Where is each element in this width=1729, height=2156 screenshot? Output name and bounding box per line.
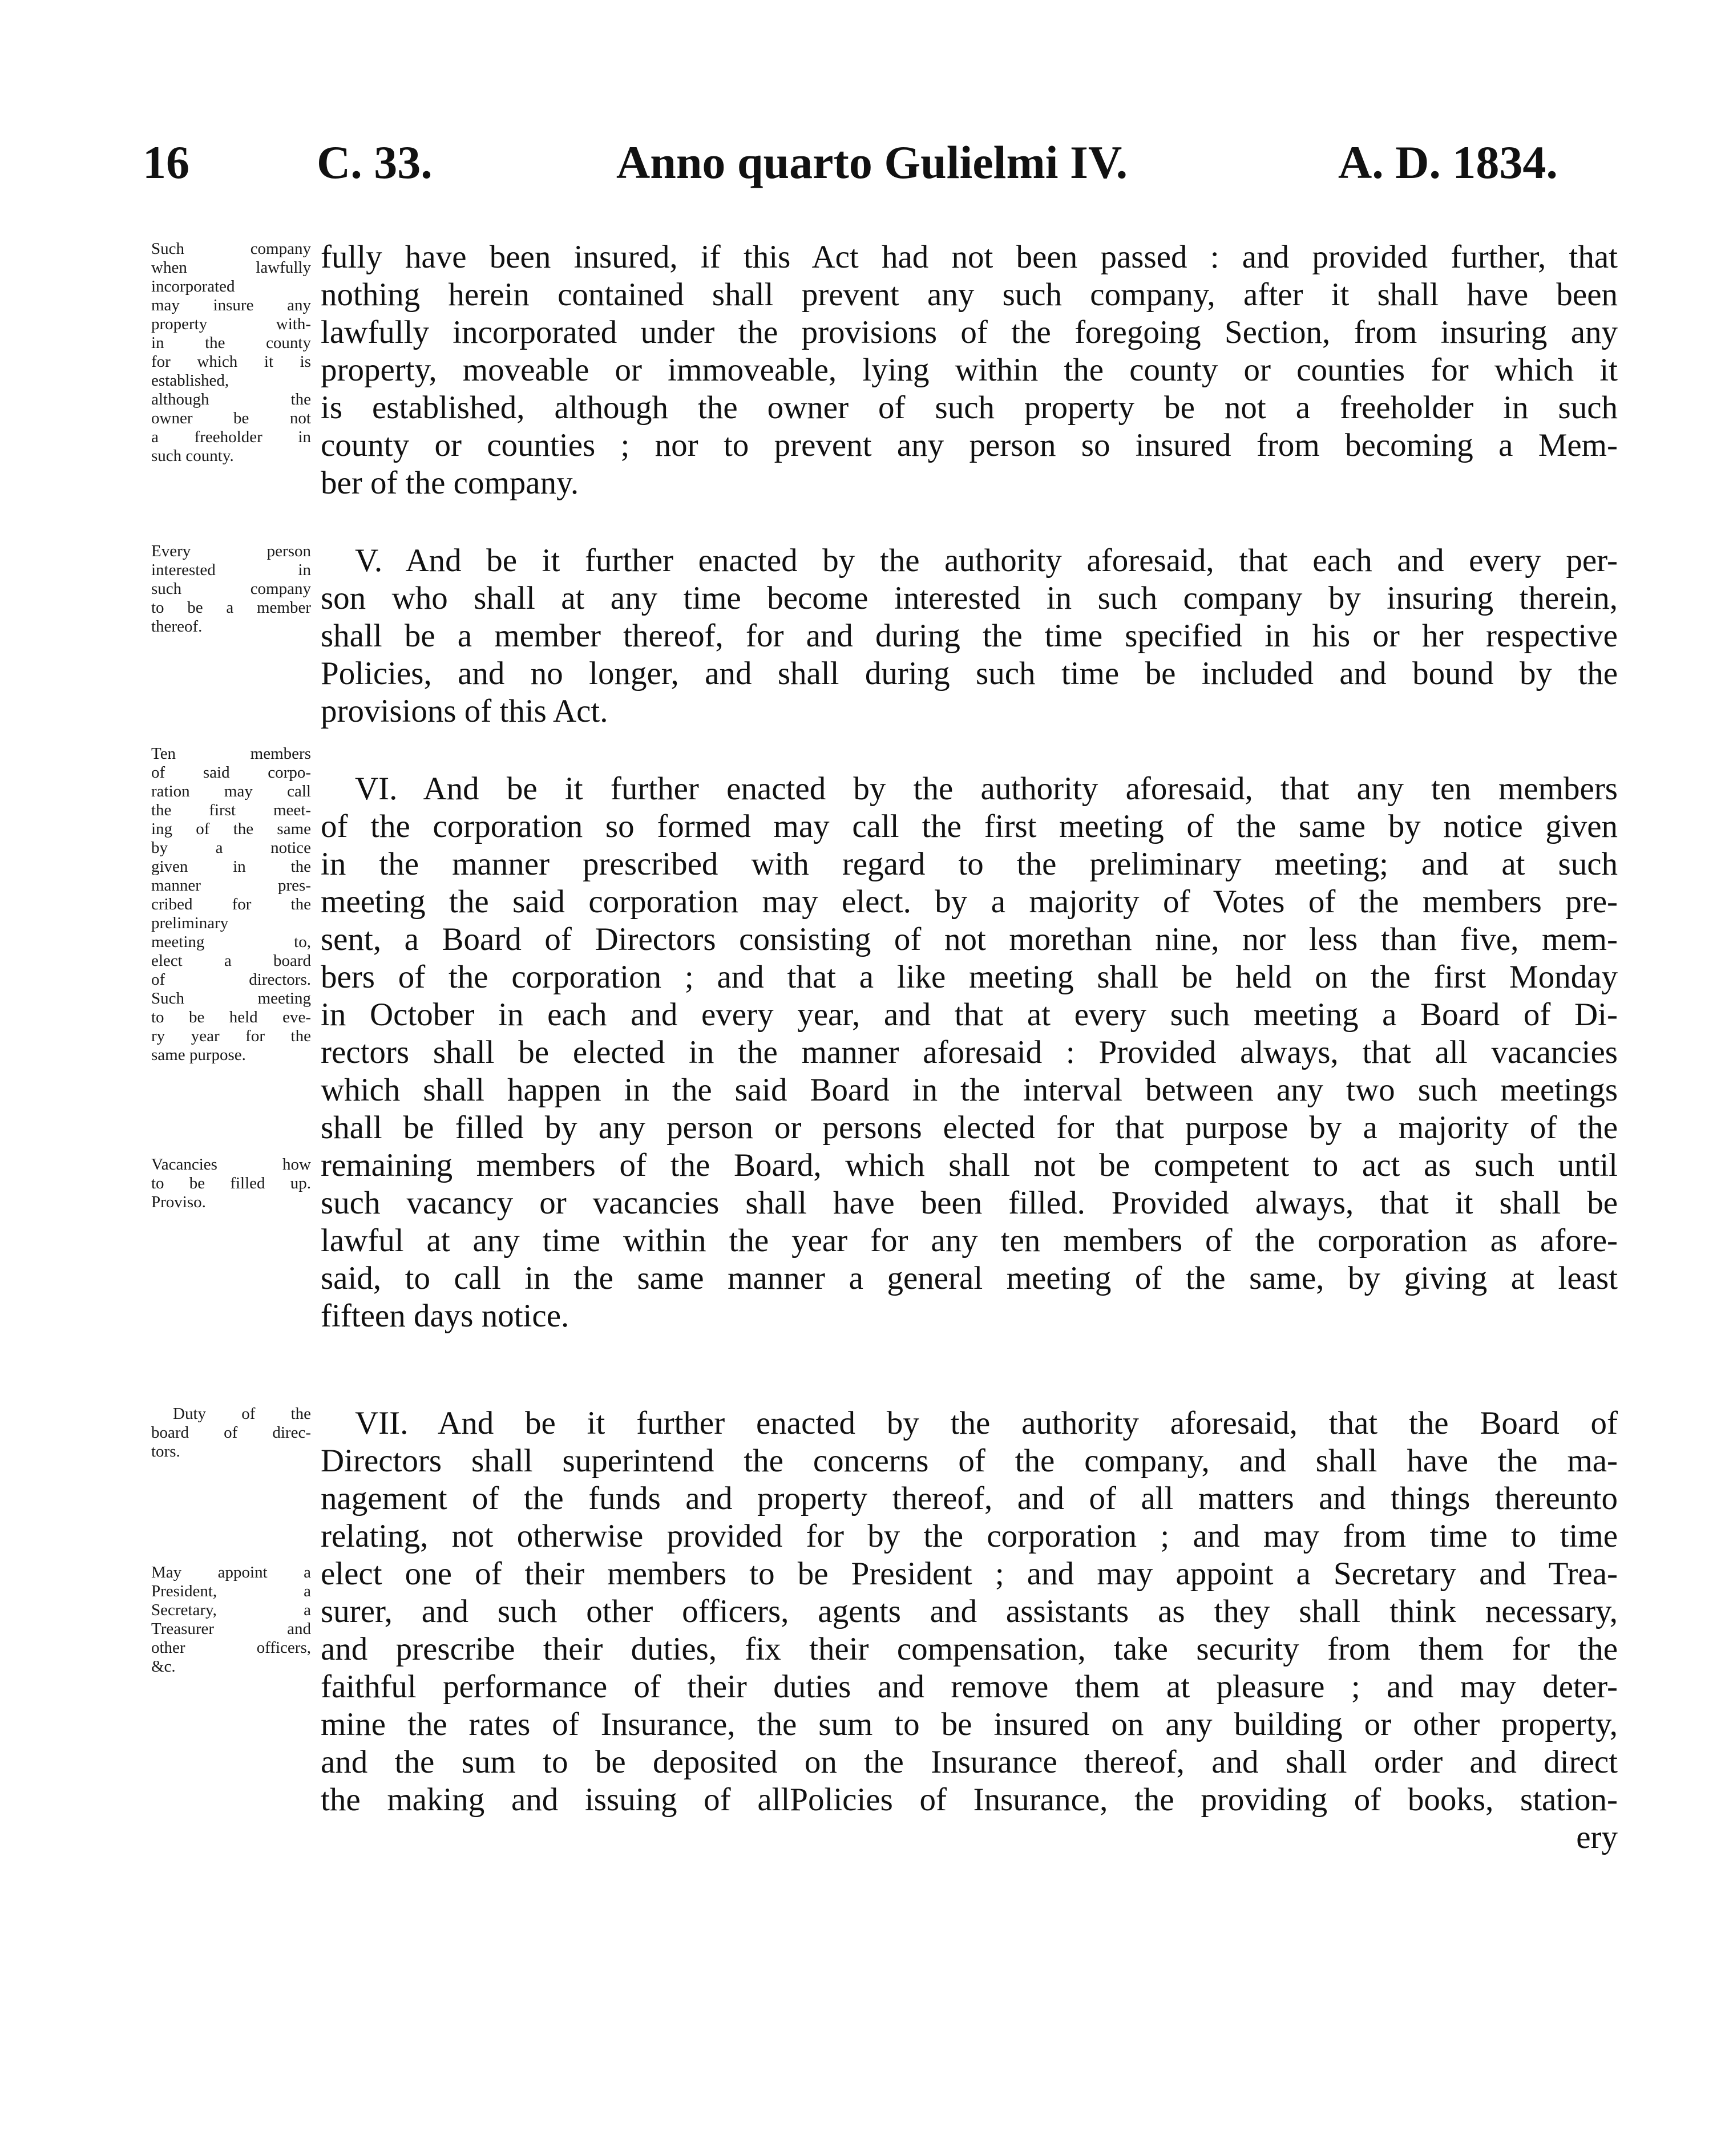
margin-note-line: Secretary, a <box>151 1601 311 1619</box>
text-line: such vacancy or vacancies shall have been filled. Provided always, that it shall be <box>321 1185 1618 1221</box>
text-line: the making and issuing of allPolicies of Insurance, the providing of books, station- <box>321 1782 1618 1818</box>
text-line: in the manner prescribed with regard to the preliminary meeting; and at such <box>321 846 1618 882</box>
text-line: nagement of the funds and property thereof, and of all matters and things thereunto <box>321 1481 1618 1516</box>
header-title: Anno quarto Gulielmi IV. <box>616 136 1128 188</box>
margin-note-line: in the county <box>151 334 311 352</box>
text-line: shall be filled by any person or persons elected for that purpose by a majority of the <box>321 1110 1618 1146</box>
text-line: rectors shall be elected in the manner aforesaid : Provided always, that all vacancies <box>321 1034 1618 1070</box>
text-line: faithful performance of their duties and remove them at pleasure ; and may deter- <box>321 1669 1618 1705</box>
text-line: mine the rates of Insurance, the sum to be insured on any building or other property, <box>321 1706 1618 1742</box>
text-line: fully have been insured, if this Act had not been passed : and provided further, that <box>321 239 1618 275</box>
margin-note-line: of directors. <box>151 970 311 989</box>
text-line: property, moveable or immoveable, lying within the county or counties for which it <box>321 352 1618 388</box>
margin-note-line: Vacancies how <box>151 1155 311 1174</box>
section-vi <box>321 770 1618 1335</box>
text-line: sent, a Board of Directors consisting of not morethan nine, nor less than five, mem- <box>321 921 1618 957</box>
text-line: relating, not otherwise provided for by the corporation ; and may from time to time <box>321 1518 1618 1554</box>
margin-note-line: &c. <box>151 1657 176 1676</box>
margin-note-line: to be a member <box>151 598 311 617</box>
catchword: ery <box>1576 1819 1618 1855</box>
text-line: V. And be it further enacted by the authority aforesaid, that each and every per- <box>355 543 1618 579</box>
margin-note-line: may insure any <box>151 296 311 314</box>
margin-note-line: for which it is <box>151 353 311 371</box>
margin-note-appoint-officers <box>151 1563 311 1676</box>
chapter-number: C. 33. <box>317 136 433 188</box>
margin-note-line: meeting to, <box>151 933 311 951</box>
text-line: surer, and such other officers, agents and assistants as they shall think necessary, <box>321 1593 1618 1629</box>
text-line: and prescribe their duties, fix their compensation, take security from them for the <box>321 1631 1618 1667</box>
margin-note-member <box>151 542 311 636</box>
margin-note-line: given in the <box>151 857 311 876</box>
text-line: elect one of their members to be President ; and may appoint a Secretary and Trea- <box>321 1556 1618 1592</box>
margin-note-line: Every person <box>151 542 311 560</box>
paragraph-continuation <box>321 238 1618 502</box>
margin-note-line: such company <box>151 580 311 598</box>
margin-note-line: Such company <box>151 240 311 258</box>
margin-note-line: by a notice <box>151 839 311 857</box>
text-line: which shall happen in the said Board in the interval between any two such meetings <box>321 1072 1618 1108</box>
text-line: Directors shall superintend the concerns of the company, and shall have the ma- <box>321 1443 1618 1479</box>
text-line: VI. And be it further enacted by the authority aforesaid, that any ten members <box>355 771 1618 807</box>
margin-note-line: such county. <box>151 447 234 465</box>
margin-note-line: the first meet- <box>151 801 311 819</box>
margin-note-line: President, a <box>151 1582 311 1600</box>
text-line: of the corporation so formed may call the first meeting of the same by notice given <box>321 808 1618 844</box>
margin-note-line: when lawfully <box>151 258 311 277</box>
text-line: bers of the corporation ; and that a like meeting shall be held on the first Monday <box>321 959 1618 995</box>
text-line: said, to call in the same manner a general meeting of the same, by giving at least <box>321 1260 1618 1296</box>
text-line: lawfully incorporated under the provisions of the foregoing Section, from insuring any <box>321 314 1618 350</box>
margin-note-line: other officers, <box>151 1639 311 1657</box>
margin-note-line: property with- <box>151 315 311 333</box>
margin-note-line: to be filled up. <box>151 1174 311 1192</box>
margin-note-insure-property <box>151 240 311 466</box>
margin-note-line: May appoint a <box>151 1563 311 1581</box>
margin-note-first-meeting <box>151 745 311 1065</box>
margin-note-line: Such meeting <box>151 989 311 1008</box>
margin-note-line: ing of the same <box>151 820 311 838</box>
margin-note-line: Ten members <box>151 745 311 763</box>
margin-note-line: ry year for the <box>151 1027 311 1045</box>
margin-note-line: thereof. <box>151 617 203 636</box>
margin-note-line: Treasurer and <box>151 1620 311 1638</box>
margin-note-line: interested in <box>151 561 311 579</box>
margin-note-line: board of direc- <box>151 1423 311 1442</box>
margin-note-line: although the <box>151 390 311 408</box>
text-line: shall be a member thereof, for and during the time specified in his or her respective <box>321 618 1618 654</box>
margin-note-line: established, <box>151 371 229 390</box>
text-line: lawful at any time within the year for any ten members of the corporation as afore- <box>321 1223 1618 1259</box>
margin-note-line: owner be not <box>151 409 311 427</box>
section-vii <box>321 1405 1618 1856</box>
margin-note-line: elect a board <box>151 952 311 970</box>
text-line: ber of the company. <box>321 465 579 501</box>
margin-note-line: tors. <box>151 1442 180 1461</box>
page-number: 16 <box>143 136 189 188</box>
margin-note-line: same purpose. <box>151 1046 246 1064</box>
margin-note-line: incorporated <box>151 277 235 296</box>
text-line: in October in each and every year, and that at every such meeting a Board of Di- <box>321 997 1618 1033</box>
text-line: Policies, and no longer, and shall during such time be included and bound by the <box>321 656 1618 691</box>
text-line: fifteen days notice. <box>321 1298 569 1334</box>
margin-note-line: ration may call <box>151 782 311 800</box>
running-header <box>143 131 1626 194</box>
section-v <box>321 542 1618 730</box>
header-year: A. D. 1834. <box>1338 136 1558 188</box>
text-line: son who shall at any time become interested in such company by insuring therein, <box>321 580 1618 616</box>
margin-note-line: a freeholder in <box>151 428 311 446</box>
text-line: county or counties ; nor to prevent any person so insured from becoming a Mem- <box>321 427 1618 463</box>
text-line: VII. And be it further enacted by the authority aforesaid, that the Board of <box>355 1405 1618 1441</box>
margin-note-line: to be held eve- <box>151 1008 311 1026</box>
text-line: remaining members of the Board, which shall not be competent to act as such until <box>321 1147 1618 1183</box>
margin-note-line: preliminary <box>151 914 229 932</box>
text-line: and the sum to be deposited on the Insurance thereof, and shall order and direct <box>321 1744 1618 1780</box>
margin-note-duty-of-board <box>151 1405 311 1461</box>
margin-note-line: manner pres- <box>151 876 311 895</box>
text-line: meeting the said corporation may elect. by a majority of Votes of the members pre- <box>321 884 1618 920</box>
text-line: provisions of this Act. <box>321 693 608 729</box>
margin-note-vacancies <box>151 1155 311 1212</box>
text-line: is established, although the owner of such property be not a freeholder in such <box>321 390 1618 426</box>
margin-note-line: Proviso. <box>151 1193 206 1211</box>
margin-note-line: cribed for the <box>151 895 311 913</box>
margin-note-line: of said corpo- <box>151 763 311 782</box>
margin-note-line: Duty of the <box>173 1405 311 1423</box>
text-line: nothing herein contained shall prevent any such company, after it shall have been <box>321 277 1618 313</box>
